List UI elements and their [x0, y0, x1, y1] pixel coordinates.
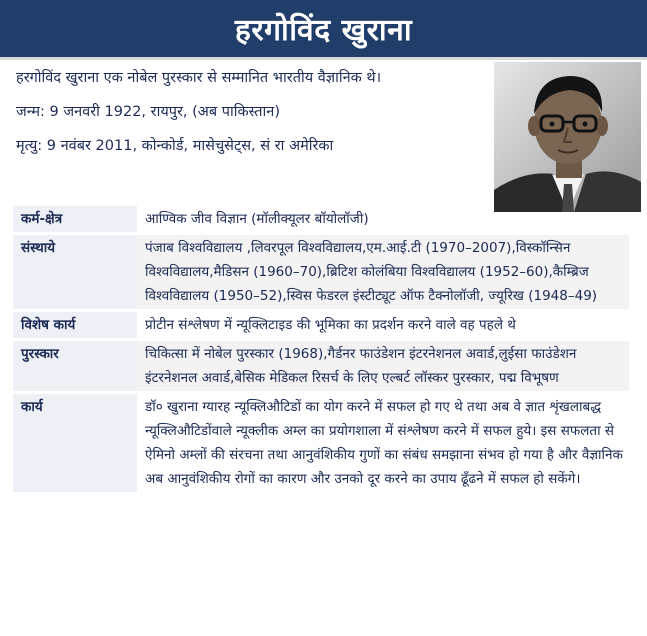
row-label-special-work: विशेष कार्य	[13, 311, 137, 340]
page-title: हरगोविंद खुराना	[234, 13, 413, 48]
intro-description: हरगोविंद खुराना एक नोबेल पुरस्कार से सम्मानित भारतीय वैज्ञानिक थे।	[16, 70, 382, 86]
row-label-awards: पुरस्कार	[13, 340, 137, 393]
table-row	[13, 234, 629, 311]
biography-table	[13, 206, 629, 492]
page-header	[0, 0, 647, 60]
portrait-photo	[494, 62, 641, 212]
row-label-work: कार्य	[13, 393, 137, 493]
row-value-field: आण्विक जीव विज्ञान (मॉलीक्यूलर बॉयोलॉजी)	[145, 211, 369, 227]
row-value-work: डॉ० खुराना ग्यारह न्यूक्लिऔटिडों का योग करने में सफल हो गए थे तथा अब वे ज्ञात शृंखलाबद्ध न्यूक्लिऔटिडोंवाले न्यूक्लीक अम्ल का प्रयोगशाला में संश्लेषण करने में सफल हुये। इस सफलता से ऐमिनो अम्लों की संरचना तथा आनुवंशिकीय गुणों का संबंध समझाना संभव हो गया है और वैज्ञानिक अब आनुवंशिकीय रोगों का कारण और उनको दूर करने का उपाय ढूँढने में सफल हो सकेंगे।	[137, 393, 629, 493]
row-label-institutions: संस्थाये	[13, 234, 137, 311]
table-row	[13, 206, 629, 234]
intro-section	[16, 66, 486, 168]
row-value-special-work: प्रोटीन संश्लेषण में न्यूक्लिटाइड की भूमिका का प्रदर्शन करने वाले वह पहले थे	[137, 311, 629, 340]
row-value-awards: चिकित्सा में नोबेल पुरस्कार (1968),गैर्डनर फाउंडेशन इंटरनेशनल अवार्ड,लुईसा फाउंडेशन इंटरनेशनल अवार्ड,बेसिक मेडिकल रिसर्च के लिए एल्बर्ट लॉस्कर पुरस्कार, पद्म विभूषण	[137, 340, 629, 393]
table-row	[13, 340, 629, 393]
birth-info: जन्म: 9 जनवरी 1922, रायपुर, (अब पाकिस्तान)	[16, 104, 281, 120]
table-row	[13, 311, 629, 340]
death-info: मृत्यु: 9 नवंबर 2011, कोन्कोर्ड, मासेचुसेट्स, सं रा अमेरिका	[16, 138, 334, 154]
portrait-illustration	[494, 62, 641, 212]
row-label-field: कर्म-क्षेत्र	[13, 206, 137, 234]
row-value-institutions: पंजाब विश्वविद्यालय ,लिवरपूल विश्वविद्यालय,एम.आई.टी (1970–2007),विस्कॉन्सिन विश्वविद्यालय,मैडिसन (1960–70),ब्रिटिश कोलंबिया विश्वविद्यालय (1952–60),कैम्ब्रिज विश्वविद्यालय (1950–52),स्विस फेडरल इंस्टीट्यूट ऑफ टैक्नोलॉजी, ज्यूरिख (1948–49)	[137, 234, 629, 311]
table-row	[13, 393, 629, 493]
